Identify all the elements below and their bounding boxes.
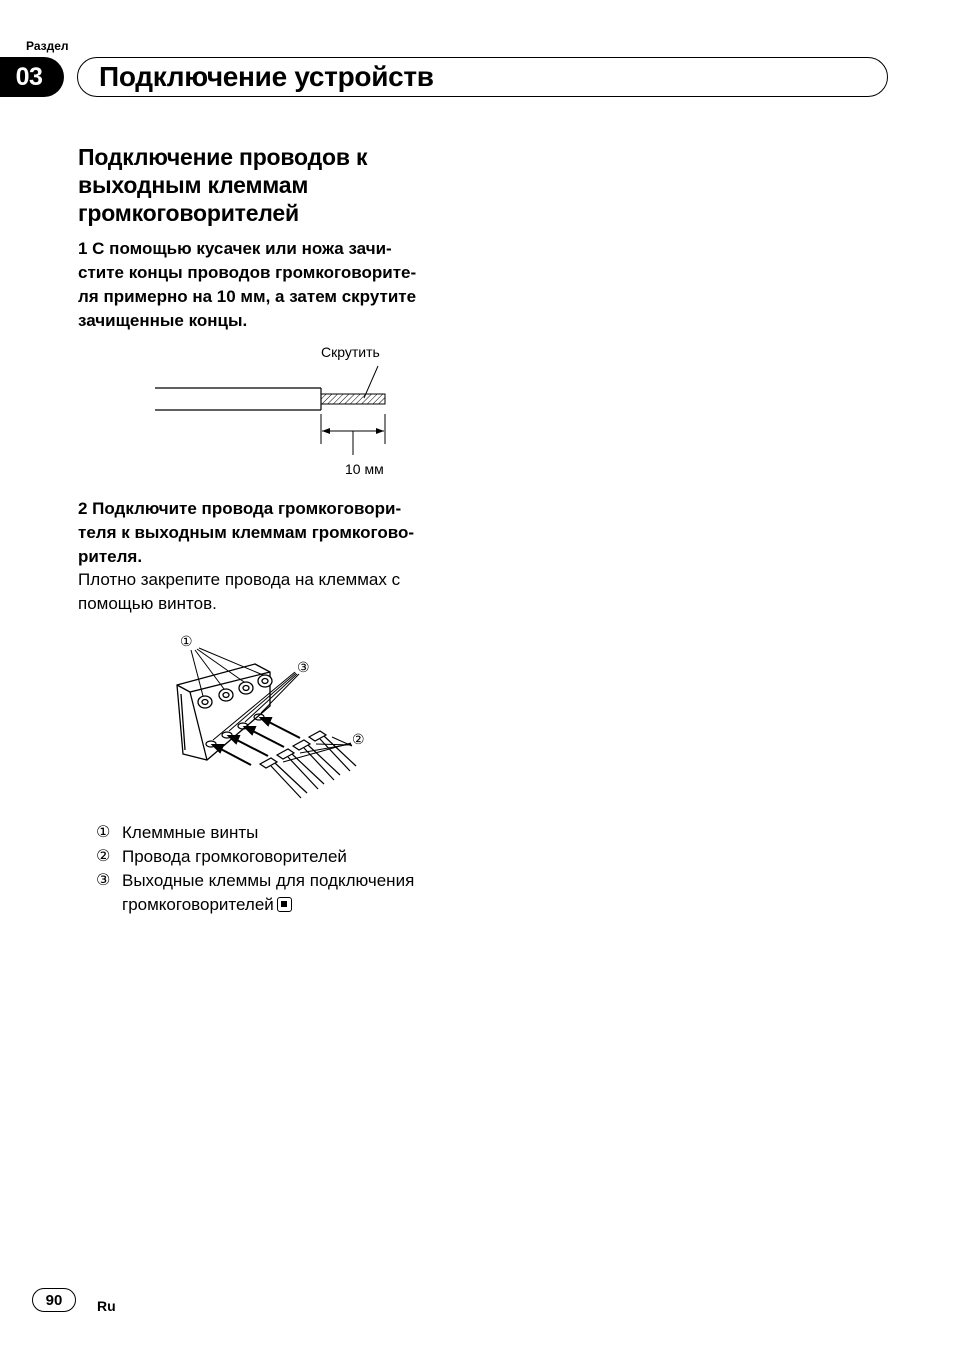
callout-2-label: ②	[352, 731, 365, 747]
page-number: 90	[32, 1288, 76, 1312]
step-1-instruction: 1 С помощью кусачек или ножа зачи- стите концы проводов громкоговорите- ля примерно на 10 мм, а затем скрутите зачищенные концы.	[78, 239, 417, 330]
language-code: Ru	[97, 1298, 116, 1314]
stripped-twisted-end	[321, 394, 385, 404]
legend-text: Провода громкоговорителей	[122, 847, 347, 866]
legend-text: Клеммные винты	[122, 823, 259, 842]
section-label: Раздел	[26, 39, 69, 53]
length-dimension	[321, 414, 385, 455]
legend-text: Выходные клеммы для подключения громкоговорителей	[122, 871, 415, 914]
chapter-title: Подключение устройств	[99, 61, 434, 92]
legend-item-3	[96, 869, 476, 917]
legend-item-1	[96, 821, 476, 845]
twist-label: Скрутить	[321, 344, 380, 360]
legend-number: ③	[96, 872, 111, 889]
step-2-instruction: 2 Подключите провода громкоговори- теля к выходным клеммам громкогово- рителя.	[78, 499, 415, 566]
wire-stripping-diagram	[150, 338, 410, 483]
callout-3-label: ③	[297, 659, 310, 675]
end-of-section-icon	[277, 897, 292, 912]
callout-1-label: ①	[180, 633, 193, 649]
wire-insulation	[155, 388, 321, 410]
speaker-terminal-diagram	[165, 628, 390, 808]
length-label: 10 мм	[345, 461, 384, 477]
callout-2-leaders	[283, 737, 352, 762]
section-number-badge: 03	[0, 57, 64, 97]
step-2-body: Плотно закрепите провода на клеммах с помощью винтов.	[78, 570, 401, 613]
section-heading: Подключение проводов к выходным клеммам громкоговорителей	[78, 144, 368, 226]
legend-item-2	[96, 845, 476, 869]
legend-text-wrap	[122, 869, 462, 917]
legend-number: ②	[96, 848, 111, 865]
legend-number: ①	[96, 824, 111, 841]
twist-leader-line	[364, 366, 378, 398]
